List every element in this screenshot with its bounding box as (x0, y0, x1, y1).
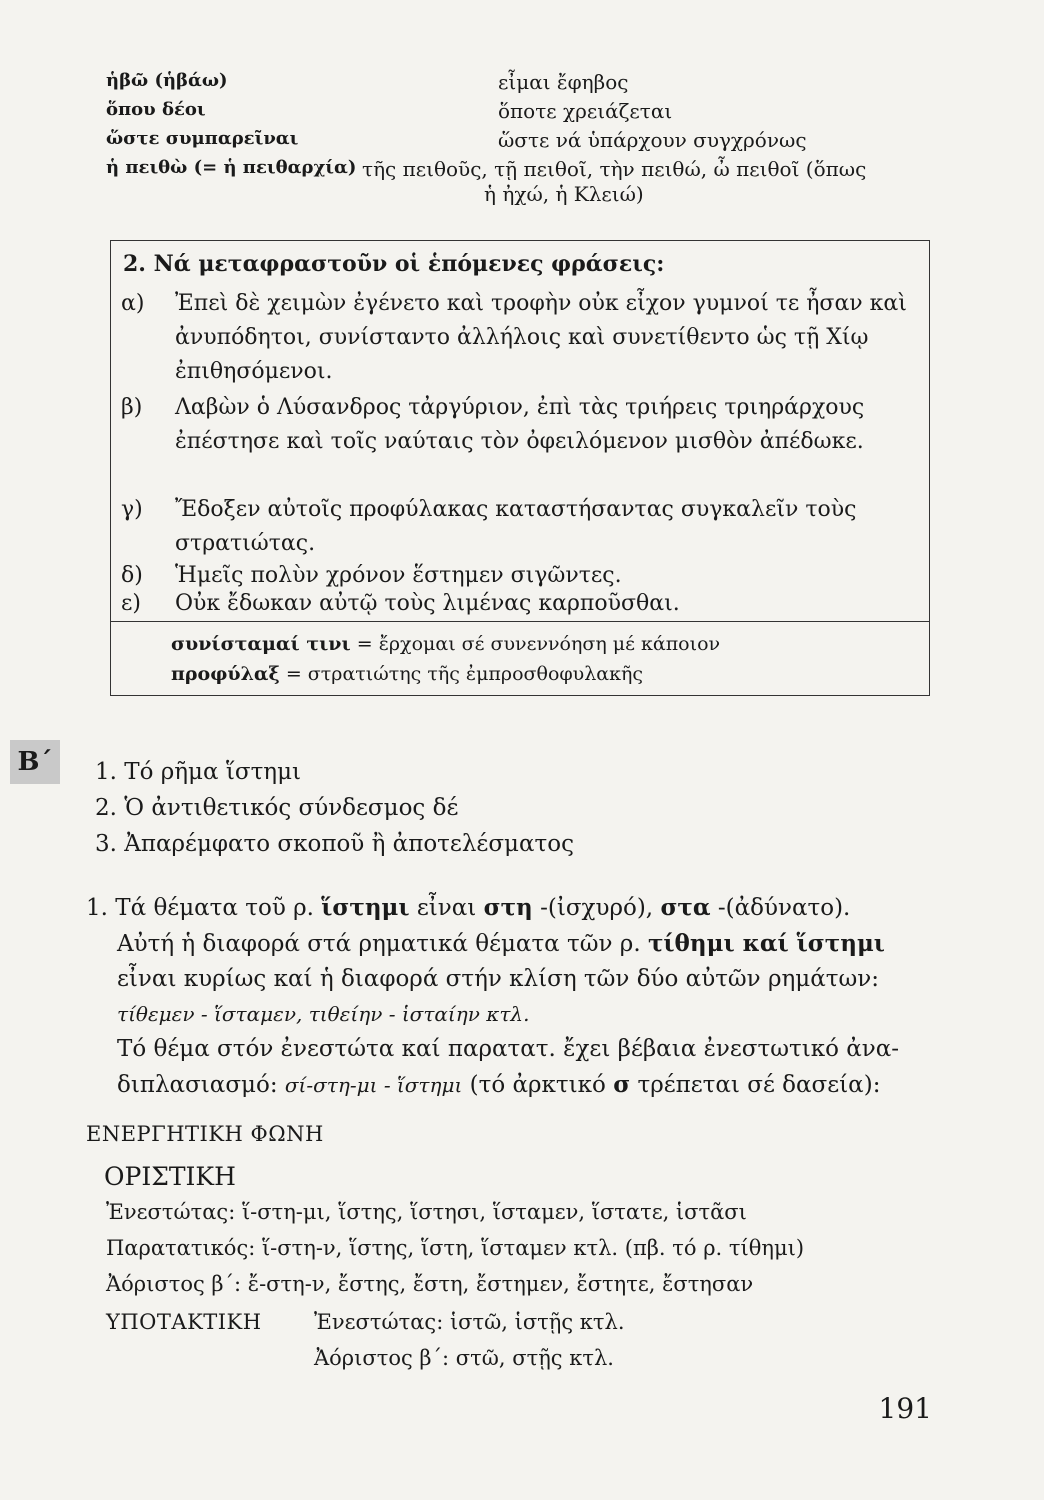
page-number: 191 (878, 1392, 932, 1425)
glossary-definition: εἶμαι ἔφηβος (498, 70, 629, 94)
item-label: β) (121, 395, 143, 420)
paragraph-line (86, 890, 944, 926)
conjugation-line: Παρατατικός: ἵ-στη-ν, ἵστης, ἵστη, ἵσταμεν κτλ. (πβ. τό ρ. τίθημι) (106, 1236, 805, 1260)
glossary-row (106, 128, 946, 157)
vocab-entry (171, 633, 720, 655)
item-text: Ἔδοξεν αὐτοῖς προφύλακας καταστήσαντας συγκαλεῖν τοὺς στρατιώτας. (175, 497, 857, 556)
vocab-term: συνίσταμαί τινι (171, 633, 351, 655)
glossary-term: ἡβῶ (ἡβάω) (106, 70, 228, 91)
voice-heading: ΕΝΕΡΓΗΤΙΚΗ ΦΩΝΗ (86, 1122, 324, 1146)
item-label: δ) (121, 563, 143, 588)
text-run: τρέπεται σέ δασεία): (630, 1072, 881, 1098)
bold-run: τίθημι καί ἵστημι (647, 930, 885, 957)
vocab-entry (171, 663, 643, 685)
glossary-definition: ὥστε νά ὑπάρχουν συγχρόνως (498, 128, 807, 152)
text-run: Αὐτή ἡ διαφορά στά ρηματικά θέματα τῶν ρ. (117, 931, 648, 957)
section-topics (95, 754, 574, 862)
exercise-title: 2. Νά μεταφραστοῦν οἱ ἑπόμενες φράσεις: (123, 251, 665, 277)
paragraph-line (86, 997, 944, 1032)
item-label: α) (121, 291, 145, 316)
item-text: Οὐκ ἔδωκαν αὐτῷ τοὺς λιμένας καρποῦσθαι. (175, 591, 680, 616)
text-run: (τό ἀρκτικό (462, 1072, 614, 1098)
exercise-item (121, 287, 925, 389)
topic-item: 3. Ἀπαρέμφατο σκοποῦ ἢ ἀποτελέσματος (95, 831, 574, 857)
vocab-definition: = στρατιώτης τῆς ἐμπροσθοφυλακῆς (285, 663, 644, 685)
glossary-term: ὅπου δέοι (106, 99, 206, 120)
item-text: Ἐπεὶ δὲ χειμὼν ἐγένετο καὶ τροφὴν οὐκ εἶχον γυμνοί τε ἦσαν καὶ ἀνυπόδητοι, συνίσταντο ἀλλήλοις καὶ συνετίθεντο ὡς τῇ Χίῳ ἐπιθησόμενοι. (175, 291, 907, 384)
item-label: ε) (121, 591, 141, 616)
bold-run: στη (483, 894, 533, 921)
exercise-item (121, 493, 925, 561)
glossary-row (106, 99, 946, 128)
subjunctive-heading: ΥΠΟΤΑΚΤΙΚΗ (106, 1310, 262, 1334)
paragraph-line: Τό θέμα στόν ἐνεστώτα καί παρατατ. ἔχει βέβαια ἐνεστωτικό ἀνα- (117, 1036, 900, 1062)
item-text: Ἡμεῖς πολὺν χρόνον ἕστημεν σιγῶντες. (175, 563, 622, 588)
conjugation-line: Ἀόριστος β΄: ἔ-στη-ν, ἔστης, ἔστη, ἔστημεν, ἔστητε, ἔστησαν (106, 1272, 754, 1296)
glossary-row (106, 70, 946, 99)
glossary-term: ὥστε συμπαρεῖναι (106, 128, 299, 149)
bold-run: στα (660, 894, 711, 921)
exercise-item (121, 587, 925, 621)
glossary (106, 70, 946, 186)
paragraph-line (86, 1067, 944, 1103)
exercise-box (110, 240, 930, 696)
body-paragraph (86, 890, 944, 1103)
italic-run: τίθεμεν - ἵσταμεν, τιθείην - ἱσταίην (117, 1002, 480, 1026)
topic-item: 2. Ὁ ἀντιθετικός σύνδεσμος δέ (95, 795, 459, 821)
glossary-term: ἡ πειθὼ (= ἡ πειθαρχία) (106, 157, 357, 178)
glossary-definition: τῆς πειθοῦς, τῇ πειθοῖ, τὴν πειθώ, ὦ πειθοῖ (ὅπως (362, 157, 867, 181)
item-label: γ) (121, 497, 143, 522)
text-run: 1. Τά θέματα τοῦ ρ. (86, 895, 322, 921)
text-run: -(ἀδύνατο). (710, 895, 851, 921)
text-run: κτλ. (479, 1002, 530, 1026)
vocab-definition: = ἔρχομαι σέ συνεννόηση μέ κάποιον (356, 633, 721, 655)
conjugation-line: Ἐνεστώτας: ἱστῶ, ἱστῇς κτλ. (314, 1310, 625, 1334)
vocab-term: προφύλαξ (171, 663, 280, 685)
conjugation-line: Ἀόριστος β΄: στῶ, στῇς κτλ. (314, 1346, 614, 1370)
text-run: εἶναι (409, 895, 484, 921)
paragraph-line: εἶναι κυρίως καί ἡ διαφορά στήν κλίση τῶν δύο αὐτῶν ρημάτων: (117, 966, 879, 992)
text-run: -(ἰσχυρό), (532, 895, 661, 921)
item-text: Λαβὼν ὁ Λύσανδρος τἀργύριον, ἐπὶ τὰς τριήρεις τριηράρχους ἐπέστησε καὶ τοῖς ναύταις τὸν ὀφειλόμενον μισθὸν ἀπέδωκε. (175, 395, 865, 454)
text-run: διπλασιασμό: (117, 1072, 285, 1098)
mood-heading: ΟΡΙΣΤΙΚΗ (104, 1162, 236, 1191)
section-badge: Β΄ (10, 740, 60, 784)
glossary-definition: ὅποτε χρειάζεται (498, 99, 673, 123)
topic-item: 1. Τό ρῆμα ἵστημι (95, 759, 302, 785)
bold-run: ἵστημι (321, 894, 410, 921)
bold-run: σ (613, 1071, 631, 1098)
conjugation-line: Ἐνεστώτας: ἵ-στη-μι, ἵστης, ἵστησι, ἵσταμεν, ἵστατε, ἱστᾶσι (106, 1200, 747, 1224)
exercise-item (121, 391, 925, 459)
paragraph-line (86, 926, 944, 962)
italic-run: σί-στη-μι - ἵστημι (284, 1073, 463, 1097)
glossary-continuation: ἡ ἠχώ, ἡ Κλειώ) (484, 182, 644, 206)
divider (111, 621, 929, 622)
